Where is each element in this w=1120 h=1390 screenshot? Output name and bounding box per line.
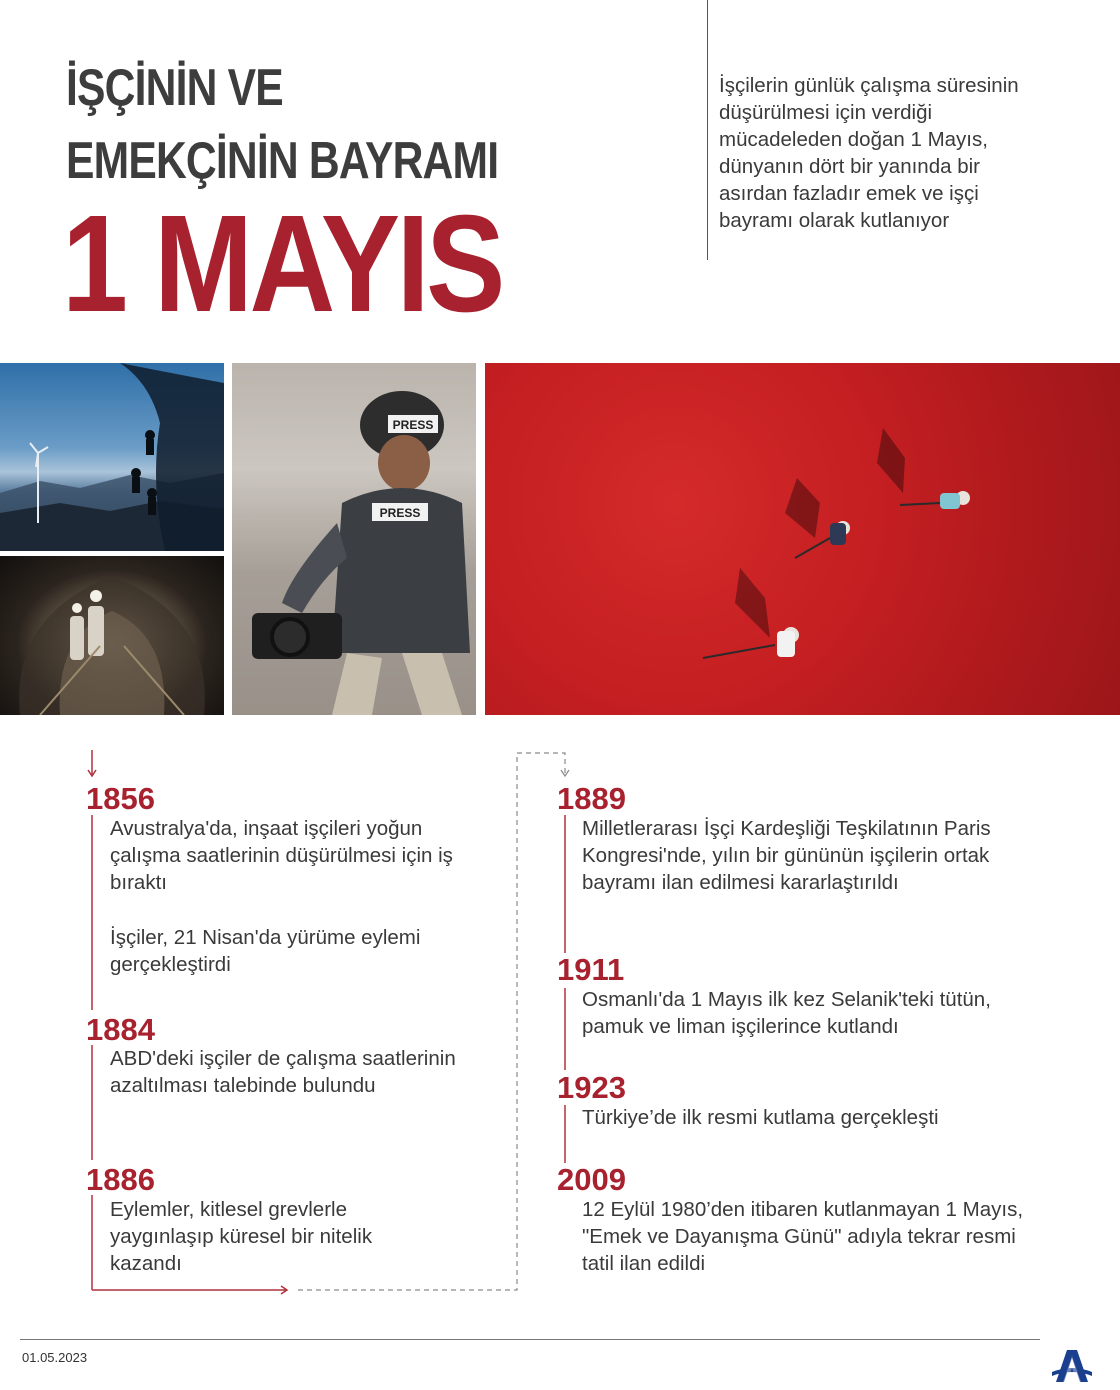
publish-date: 01.05.2023: [22, 1350, 88, 1365]
timeline-year-2009: 2009: [557, 1162, 626, 1197]
timeline-year-1889: 1889: [557, 781, 626, 816]
wind-turbine-workers-photo: [0, 363, 224, 551]
timeline-entry-1856-b: İşçiler, 21 Nisan'da yürüme eylemi gerçekleştirdi: [110, 926, 421, 976]
intro-divider: [707, 0, 708, 260]
timeline-year-1884: 1884: [86, 1012, 155, 1047]
helmet-press-badge: PRESS: [392, 418, 434, 432]
vest-press-badge: PRESS: [379, 506, 421, 520]
intro-text: İşçilerin günlük çalışma süresinin düşürülmesi için verdiği mücadeleden doğan 1 Mayıs, dünyanın dört bir yanında bir asırdan fazladır emek ve işçi bayramı olarak kutlanıyor: [719, 74, 1019, 232]
aa-logo-icon: [1049, 1342, 1095, 1388]
timeline-entry-1884: ABD'deki işçiler de çalışma saatlerinin azaltılması talebinde bulundu: [110, 1047, 456, 1097]
timeline-year-1886: 1886: [86, 1162, 155, 1197]
timeline-entry-1923: Türkiye’de ilk resmi kutlama gerçekleşti: [582, 1106, 939, 1129]
footer-divider: [20, 1339, 1040, 1340]
pepper-field-workers-photo: [485, 363, 1120, 715]
timeline-entry-1889: Milletlerarası İşçi Kardeşliği Teşkilatının Paris Kongresi'nde, yılın bir gününün işçilerin ortak bayramı ilan edilmesi kararlaştırıldı: [582, 817, 991, 894]
timeline-year-1911: 1911: [557, 952, 625, 987]
timeline-entry-1911: Osmanlı'da 1 Mayıs ilk kez Selanik'teki tütün, pamuk ve liman işçilerince kutlandı: [582, 988, 991, 1038]
timeline-year-1923: 1923: [557, 1070, 626, 1105]
timeline-entry-1886: Eylemler, kitlesel grevlerle yaygınlaşıp küresel bir nitelik kazandı: [110, 1198, 373, 1275]
timeline-entry-2009: 12 Eylül 1980’den itibaren kutlanmayan 1 Mayıs, "Emek ve Dayanışma Günü" adıyla tekrar resmi tatil ilan edildi: [582, 1198, 1024, 1275]
timeline-year-1856: 1856: [86, 781, 155, 816]
mine-workers-photo: [0, 556, 224, 715]
title-line-2: EMEKÇİNİN BAYRAMI: [66, 132, 499, 190]
title-line-1: İŞÇİNİN VE: [66, 59, 283, 117]
page-title-date: 1 MAYIS: [62, 187, 502, 341]
press-journalist-photo: [232, 363, 476, 715]
timeline-entry-1856-a: Avustralya'da, inşaat işçileri yoğun çalışma saatlerinin düşürülmesi için iş bıraktı: [110, 817, 453, 894]
